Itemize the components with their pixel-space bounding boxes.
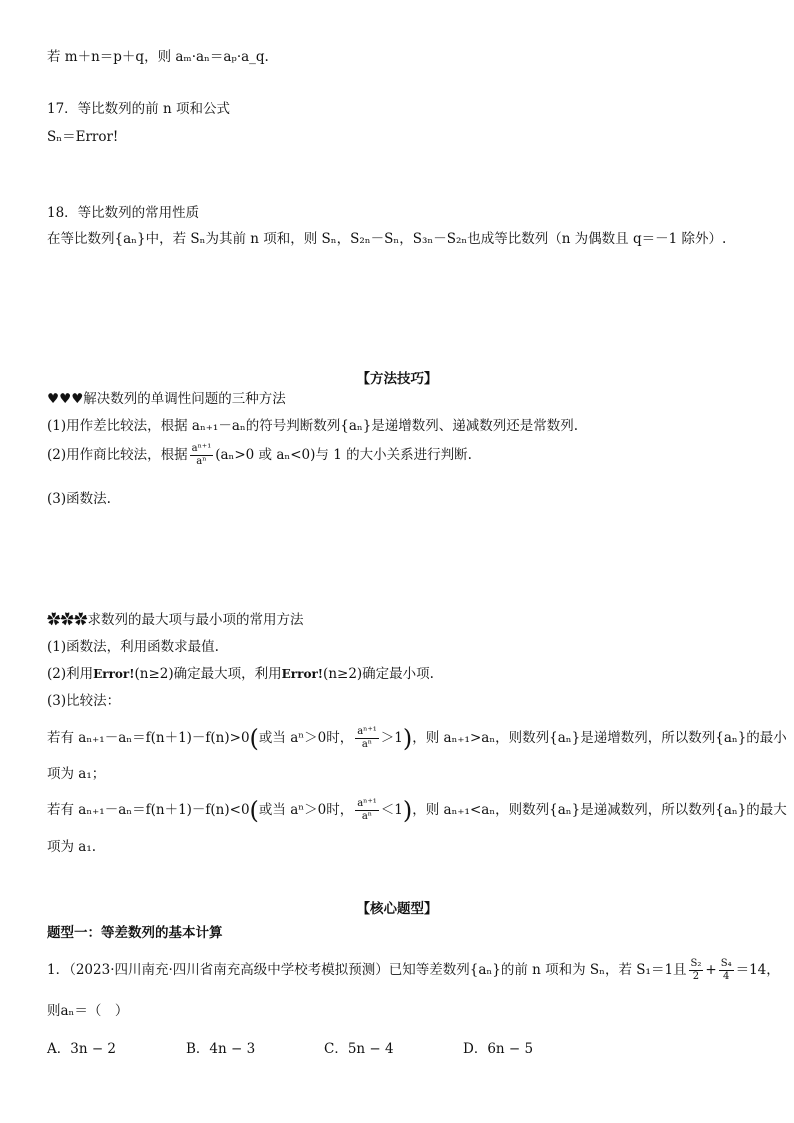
fraction — [190, 443, 214, 468]
text-segment: (n≥2)确定最大项，利用 — [134, 666, 282, 682]
method-header: 【方法技巧】 — [356, 371, 438, 387]
decreasing-case-end: 项为 a₁. — [47, 839, 97, 855]
fraction-denominator: aⁿ — [355, 738, 379, 751]
increasing-case — [47, 726, 787, 751]
text-segment: (n≥2)确定最小项. — [323, 666, 434, 682]
option-d[interactable]: D．6n − 5 — [463, 1041, 534, 1057]
fraction-numerator: aⁿ⁺¹ — [191, 443, 212, 454]
fraction-numerator: S₂ — [690, 958, 702, 969]
monotonic-title: ♥♥♥解决数列的单调性问题的三种方法 — [47, 391, 286, 407]
fraction-numerator: aⁿ⁺¹ — [357, 798, 377, 809]
monotonic-method-3: (3)函数法. — [47, 491, 111, 507]
text-segment: ＝14， — [735, 962, 780, 978]
text-segment: 若有 aₙ₊₁－aₙ＝f(n＋1)－f(n)<0 — [47, 802, 250, 818]
right-paren: ) — [402, 724, 413, 753]
option-a[interactable]: A．3n − 2 — [47, 1041, 117, 1057]
text-segment: ＜1 — [380, 802, 403, 818]
question-1-stem: 则aₙ＝（ ） — [47, 1003, 129, 1019]
text-segment: ，则 aₙ₊₁<aₙ，则数列{aₙ}是递减数列，所以数列{aₙ}的最大 — [412, 802, 787, 818]
fraction — [719, 958, 734, 983]
right-paren: ) — [402, 796, 413, 825]
error-placeholder: Error! — [93, 667, 135, 681]
text-segment: 1．（2023·四川南充·四川省南充高级中学校考模拟预测）已知等差数列{aₙ}的前 n 项和为 Sₙ，若 S₁＝1且 — [47, 962, 687, 978]
plus-sign: + — [705, 962, 717, 978]
question-type-title: 题型一：等差数列的基本计算 — [47, 925, 223, 941]
option-b[interactable]: B．4n − 3 — [186, 1041, 256, 1057]
option-c[interactable]: C．5n − 4 — [324, 1041, 394, 1057]
max-min-method-3: (3)比较法： — [47, 693, 121, 709]
text-segment: (2)用作商比较法，根据 — [47, 447, 188, 463]
fraction — [689, 958, 704, 983]
monotonic-method-1: (1)用作差比较法，根据 aₙ₊₁－aₙ的符号判断数列{aₙ}是递增数列、递减数列还是常数列. — [47, 418, 579, 434]
monotonic-method-2 — [47, 443, 472, 468]
decreasing-case — [47, 798, 787, 823]
max-min-method-1: (1)函数法，利用函数求最值. — [47, 639, 219, 655]
text-segment: ，则 aₙ₊₁>aₙ，则数列{aₙ}是递增数列，所以数列{aₙ}的最小 — [412, 730, 787, 746]
fraction-numerator: S₄ — [720, 958, 732, 969]
fraction-denominator: 4 — [719, 970, 734, 983]
left-paren: ( — [249, 796, 259, 825]
section-17-formula: Sₙ＝Error! — [47, 129, 119, 145]
fraction-denominator: aⁿ — [190, 455, 214, 468]
error-placeholder: Error! — [281, 667, 324, 681]
max-min-method-2 — [47, 665, 434, 683]
increasing-case-end: 项为 a₁； — [47, 766, 106, 782]
section-18-title: 18．等比数列的常用性质 — [47, 205, 200, 221]
text-segment: (aₙ>0 或 aₙ<0)与 1 的大小关系进行判断. — [215, 447, 472, 463]
section-17-title: 17．等比数列的前 n 项和公式 — [47, 101, 230, 117]
text-segment: 或当 aⁿ＞0时， — [258, 802, 354, 818]
text-segment: ＞1 — [380, 730, 403, 746]
section-18-text: 在等比数列{aₙ}中，若 Sₙ为其前 n 项和，则 Sₙ，S₂ₙ－Sₙ，S₃ₙ－S₂ₙ也成等比数列（n 为偶数且 q＝－1 除外）. — [47, 231, 727, 247]
fraction — [355, 726, 379, 751]
left-paren: ( — [249, 724, 259, 753]
fraction — [355, 798, 379, 823]
fraction-numerator: aⁿ⁺¹ — [357, 726, 377, 737]
text-segment: 或当 aⁿ＞0时， — [258, 730, 354, 746]
text-line: 若 m＋n＝p＋q，则 aₘ·aₙ＝aₚ·a_q. — [47, 49, 269, 65]
core-header: 【核心题型】 — [356, 901, 438, 917]
fraction-denominator: 2 — [689, 970, 704, 983]
max-min-title: ✿✿✿求数列的最大项与最小项的常用方法 — [47, 612, 304, 628]
question-1 — [47, 958, 780, 983]
text-segment: (2)利用 — [47, 666, 94, 682]
text-segment: 若有 aₙ₊₁－aₙ＝f(n＋1)－f(n)>0 — [47, 730, 250, 746]
fraction-denominator: aⁿ — [355, 810, 379, 823]
